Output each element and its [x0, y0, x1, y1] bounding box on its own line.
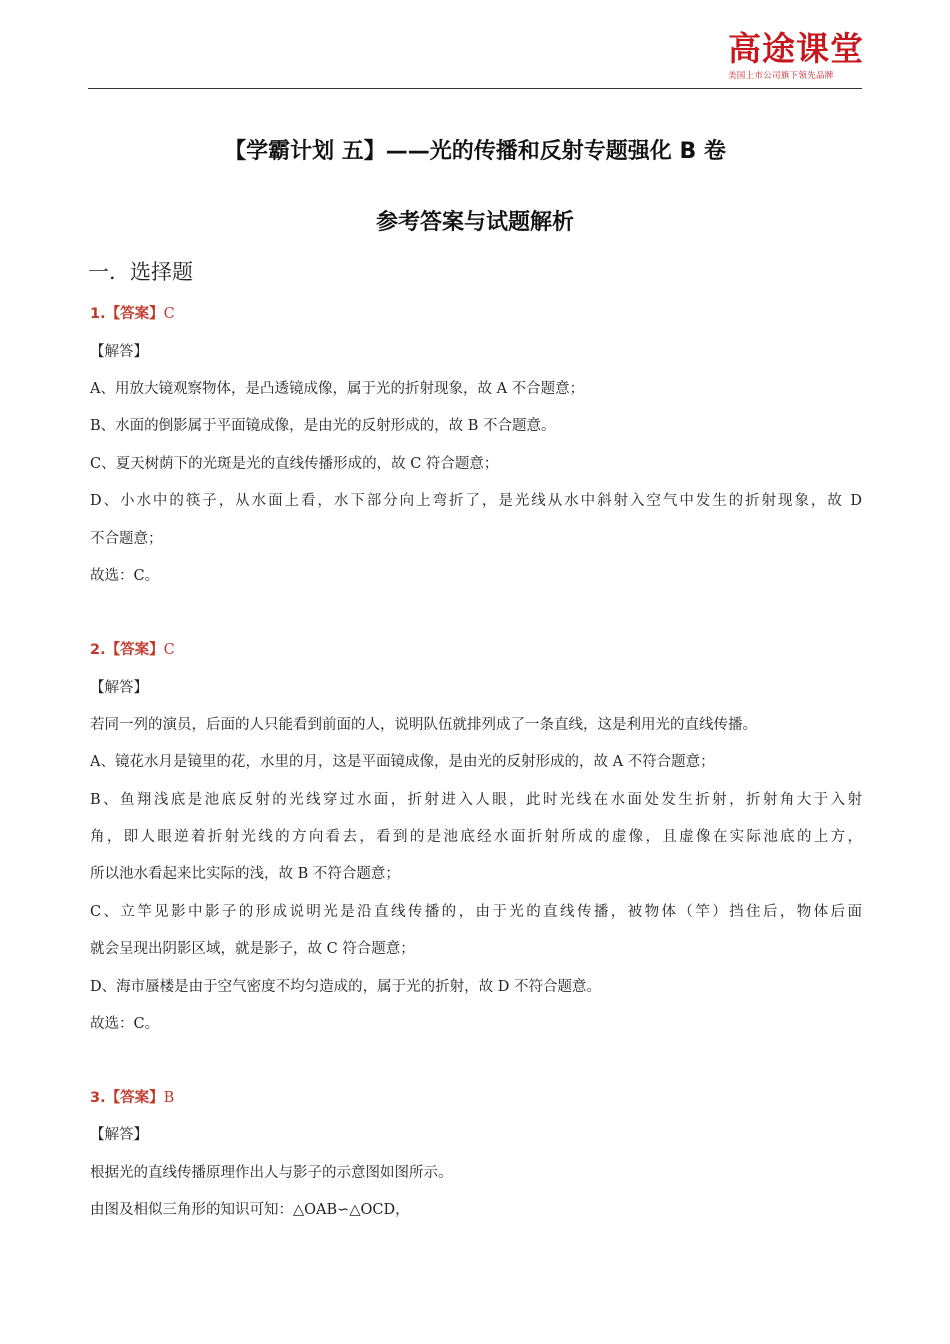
analysis-line: 所以池水看起来比实际的浅，故 B 不符合题意； — [90, 866, 400, 882]
answer-line — [90, 640, 175, 660]
analysis-line: 角，即人眼逆着折射光线的方向看去，看到的是池底经水面折射所成的虚像，且虚像在实际池底的上方， — [90, 829, 862, 845]
analysis-line: 就会呈现出阴影区域，就是影子，故 C 符合题意； — [90, 941, 415, 957]
conclusion-line: 故选：C。 — [90, 568, 160, 584]
document-title: 【学霸计划 五】——光的传播和反射专题强化 B 卷 — [224, 139, 726, 164]
analysis-line: D、海市蜃楼是由于空气密度不均匀造成的，属于光的折射，故 D 不符合题意。 — [90, 979, 601, 995]
analysis-label: 【解答】 — [90, 344, 148, 360]
answer-value: C — [163, 306, 175, 322]
analysis-line: A、用放大镜观察物体，是凸透镜成像，属于光的折射现象，故 A 不合题意； — [90, 381, 585, 397]
brand-logo — [728, 30, 862, 88]
conclusion-line: 故选：C。 — [90, 1016, 160, 1032]
analysis-line: 根据光的直线传播原理作出人与影子的示意图如图所示。 — [90, 1165, 453, 1181]
answer-label: 3.【答案】 — [90, 1090, 164, 1106]
analysis-label: 【解答】 — [90, 680, 148, 696]
logo-tagline: 美国上市公司旗下领先品牌 — [728, 71, 834, 81]
analysis-line: D、小水中的筷子，从水面上看，水下部分向上弯折了，是光线从水中斜射入空气中发生的折射现象，故 D — [90, 493, 862, 509]
analysis-line: 若同一列的演员，后面的人只能看到前面的人，说明队伍就排列成了一条直线，这是利用光的直线传播。 — [90, 717, 757, 733]
answer-line — [90, 1088, 174, 1108]
answer-label: 1.【答案】 — [90, 306, 164, 322]
logo-text: 高途课堂 — [728, 29, 864, 68]
analysis-label: 【解答】 — [90, 1127, 148, 1143]
analysis-line: A、镜花水月是镜里的花，水里的月，这是平面镜成像，是由光的反射形成的，故 A 不符合题意； — [90, 754, 715, 770]
answer-line — [90, 304, 175, 324]
analysis-line: C、夏天树荫下的光斑是光的直线传播形成的，故 C 符合题意； — [90, 456, 499, 472]
analysis-line: C、立竿见影中影子的形成说明光是沿直线传播的，由于光的直线传播，被物体（竿）挡住后，物体后面 — [90, 904, 862, 920]
section-heading: 一．选择题 — [88, 260, 193, 284]
answer-value: B — [163, 1090, 175, 1106]
answer-value: C — [163, 642, 175, 658]
analysis-line: B、鱼翔浅底是池底反射的光线穿过水面，折射进入人眼，此时光线在水面处发生折射，折射角大于入射 — [90, 792, 862, 808]
analysis-line: 不合题意； — [90, 531, 163, 547]
header-divider — [88, 88, 862, 89]
answer-label: 2.【答案】 — [90, 642, 164, 658]
document-subtitle: 参考答案与试题解析 — [375, 210, 574, 235]
analysis-line: 由图及相似三角形的知识可知：△OAB∽△OCD， — [90, 1202, 410, 1218]
analysis-line: B、水面的倒影属于平面镜成像，是由光的反射形成的，故 B 不合题意。 — [90, 418, 556, 434]
